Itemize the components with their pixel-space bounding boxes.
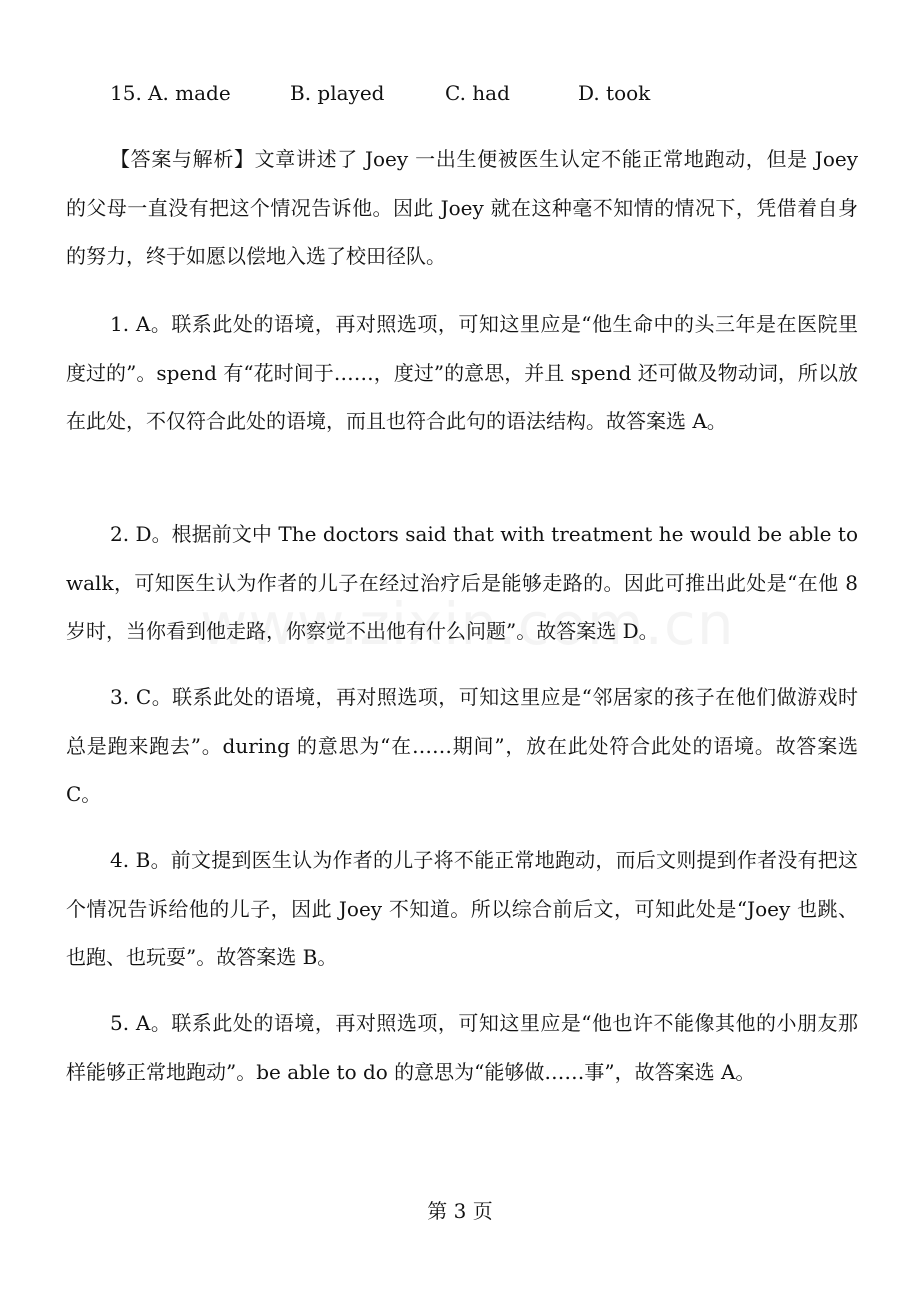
answer-2: 2. D。根据前文中 The doctors said that with treatment he would be able to walk，可知医生认为作者的儿子在经过治疗后是能够走路的。因此可推出此处是“在他 8 岁时，当你看到他走路，你察觉不出他有什么问题”。故答案选 D。 [66, 522, 858, 643]
page-number: 第 3 页 [427, 1199, 493, 1223]
option-c: C. had [445, 81, 510, 105]
answer-4: 4. B。前文提到医生认为作者的儿子将不能正常地跑动，而后文则提到作者没有把这个情况告诉给他的儿子，因此 Joey 不知道。所以综合前后文，可知此处是“Joey 也跳、也跑、也玩耍”。故答案选 B。 [66, 848, 858, 969]
option-b: B. played [290, 81, 385, 105]
answer-3: 3. C。联系此处的语境，再对照选项，可知这里应是“邻居家的孩子在他们做游戏时总是跑来跑去”。during 的意思为“在……期间”，放在此处符合此处的语境。故答案选 C。 [66, 685, 858, 806]
question-options [110, 79, 650, 107]
analysis-paragraph: 【答案与解析】文章讲述了 Joey 一出生便被医生认定不能正常地跑动，但是 Joey 的父母一直没有把这个情况告诉他。因此 Joey 就在这种毫不知情的情况下，凭借着自身的努力，终于如愿以偿地入选了校田径队。 [66, 147, 858, 268]
option-d: D. took [578, 81, 651, 105]
question-number: 15. [110, 81, 142, 105]
answer-1: 1. A。联系此处的语境，再对照选项，可知这里应是“他生命中的头三年是在医院里度过的”。spend 有“花时间于……，度过”的意思，并且 spend 还可做及物动词，所以放在此处，不仅符合此处的语境，而且也符合此句的语法结构。故答案选 A。 [66, 312, 858, 433]
option-a: A. made [148, 81, 231, 105]
answer-5: 5. A。联系此处的语境，再对照选项，可知这里应是“他也许不能像其他的小朋友那样能够正常地跑动”。be able to do 的意思为“能够做……事”，故答案选 A。 [66, 1011, 858, 1084]
